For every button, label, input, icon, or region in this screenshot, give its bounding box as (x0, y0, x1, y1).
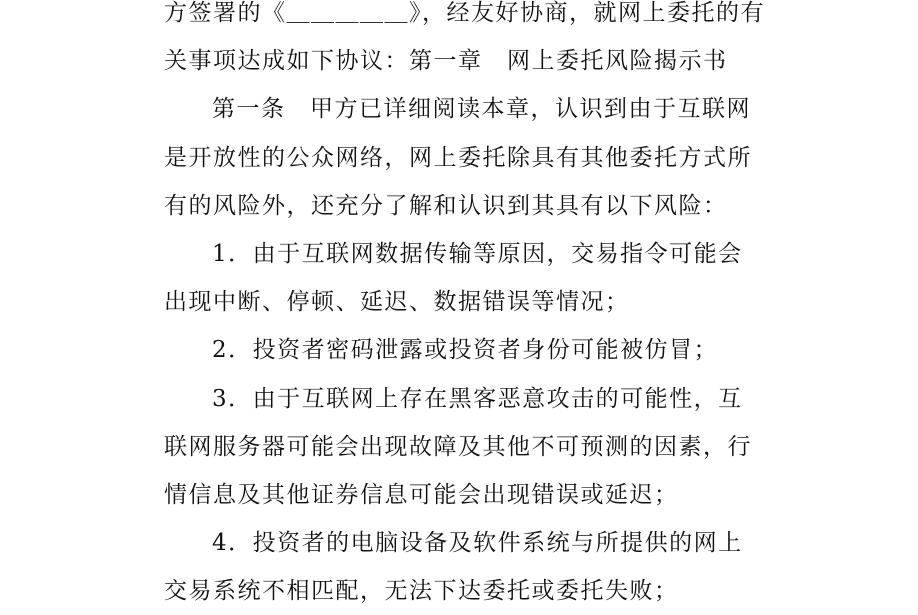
list-item-1: 1．由于互联网数据传输等原因，交易指令可能会 (212, 240, 743, 267)
list-item-2: 2．投资者密码泄露或投资者身份可能被仿冒； (212, 337, 719, 364)
text-line: 关事项达成如下协议：第一章 网上委托风险揭示书 (164, 48, 728, 75)
text-line: 情信息及其他证券信息可能会出现错误或延迟； (164, 481, 679, 508)
list-item-3: 3．由于互联网上存在黑客恶意攻击的可能性，互 (212, 385, 743, 412)
text-line: 方签署的《＿＿＿＿＿》，经友好协商，就网上委托的有 (164, 0, 765, 26)
text-line: 联网服务器可能会出现故障及其他不可预测的因素，行 (164, 433, 752, 460)
text-line: 交易系统不相匹配，无法下达委托或委托失败； (164, 578, 679, 605)
document-page (164, 0, 784, 615)
list-item-4: 4．投资者的电脑设备及软件系统与所提供的网上 (212, 530, 743, 557)
text-line: 是开放性的公众网络，网上委托除具有其他委托方式所 (164, 144, 752, 171)
article-heading-line: 第一条 甲方已详细阅读本章，认识到由于互联网 (212, 96, 751, 123)
text-line: 出现中断、停顿、延迟、数据错误等情况； (164, 289, 630, 316)
text-line: 有的风险外，还充分了解和认识到其具有以下风险： (164, 192, 728, 219)
